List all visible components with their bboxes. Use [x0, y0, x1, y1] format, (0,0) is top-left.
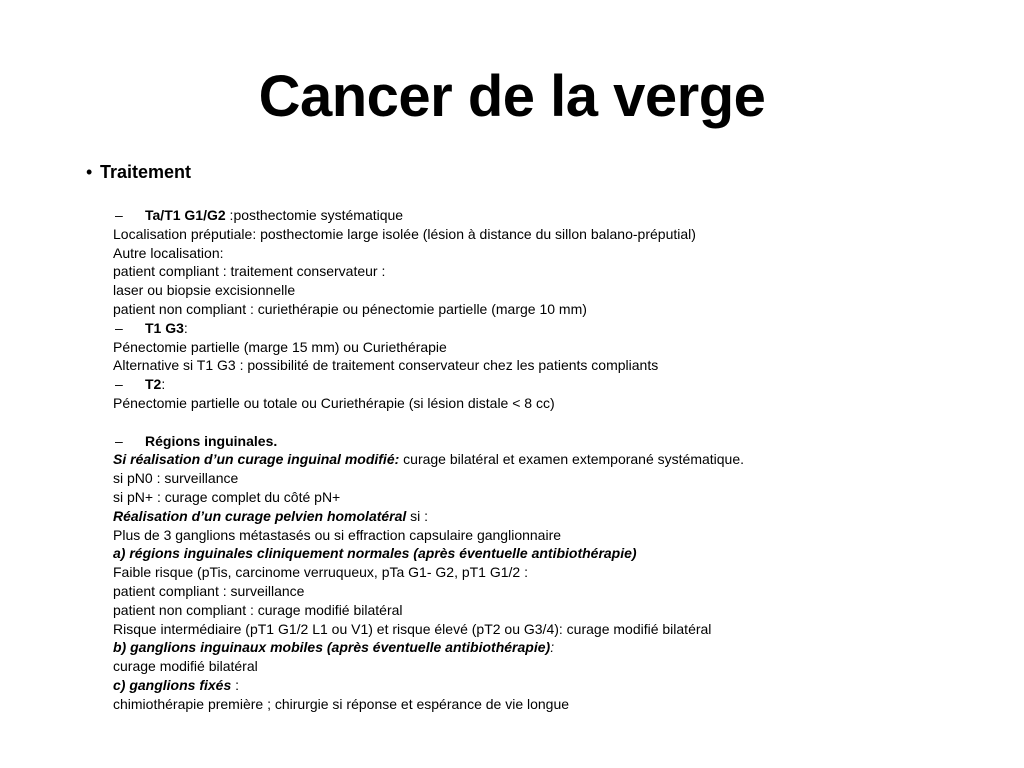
subsection-b-colon: : [550, 639, 555, 656]
text-line: curage modifié bilatéral [113, 658, 258, 675]
text-line: Faible risque (pTis, carcinome verruqueux, pTa G1- G2, pT1 G1/2 : [113, 564, 528, 581]
text-line: Alternative si T1 G3 : possibilité de traitement conservateur chez les patients compliants [113, 357, 659, 374]
dash-icon: – [115, 207, 123, 223]
subsection-b-label: b) ganglions inguinaux mobiles (après éventuelle antibiothérapie) [113, 639, 551, 656]
subsection-c-rest: : [231, 676, 240, 693]
sub-heading-ta-t1 [113, 206, 993, 225]
subsection-c [113, 676, 993, 695]
bullet-icon: • [86, 162, 93, 182]
text-line: chimiothérapie première ; chirurgie si réponse et espérance de vie longue [113, 695, 570, 712]
text-line: patient compliant : traitement conservateur : [113, 263, 386, 280]
text-line: Pénectomie partielle ou totale ou Curiethérapie (si lésion distale < 8 cc) [113, 394, 555, 411]
subsection-c-label: c) ganglions fixés [113, 676, 232, 693]
text-line: si pN0 : surveillance [113, 470, 239, 487]
text-line: Risque intermédiaire (pT1 G1/2 L1 ou V1) et risque élevé (pT2 ou G3/4): curage modifié bilatéral [113, 620, 712, 637]
subsection-a-label: a) régions inguinales cliniquement normales (après éventuelle antibiothérapie) [113, 545, 637, 562]
text-line: Autre localisation: [113, 244, 224, 261]
slide-body [113, 206, 993, 714]
text-line: si pN+ : curage complet du côté pN+ [113, 488, 341, 505]
heading-ta-t1: Ta/T1 G1/G2 [145, 207, 226, 223]
text-line-curage-pelvien [113, 507, 993, 526]
heading-t1-g3: T1 G3 [145, 319, 184, 336]
curage-pelvien-label: Réalisation d’un curage pelvien homolatéral [113, 507, 407, 524]
bullet-label: Traitement [100, 162, 192, 182]
text-line: patient compliant : surveillance [113, 582, 305, 599]
heading-t2-rest: : [161, 376, 166, 393]
text-line: Localisation préputiale: posthectomie large isolée (lésion à distance du sillon balano-préputial) [113, 225, 696, 242]
curage-modifie-rest: curage bilatéral et examen extemporané systématique. [399, 451, 745, 468]
text-line: patient non compliant : curiethérapie ou pénectomie partielle (marge 10 mm) [113, 300, 587, 317]
text-line: patient non compliant : curage modifié bilatéral [113, 601, 403, 618]
subsection-b [113, 638, 993, 657]
sub-heading-t2 [113, 375, 993, 394]
text-line: Pénectomie partielle (marge 15 mm) ou Curiethérapie [113, 338, 447, 355]
heading-inguinal: Régions inguinales. [145, 432, 278, 449]
dash-icon: – [115, 376, 123, 393]
heading-t1-g3-rest: : [183, 319, 188, 336]
heading-ta-t1-rest: :posthectomie systématique [225, 207, 404, 223]
text-line-curage-modifie [113, 450, 993, 469]
curage-pelvien-rest: si : [406, 507, 429, 524]
dash-icon: – [115, 319, 123, 336]
text-line: Plus de 3 ganglions métastasés ou si effraction capsulaire ganglionnaire [113, 526, 562, 543]
spacer [113, 413, 993, 432]
sub-heading-t1-g3 [113, 319, 993, 338]
heading-t2: T2 [145, 376, 162, 393]
curage-modifie-label: Si réalisation d’un curage inguinal modifié: [113, 451, 400, 468]
dash-icon: – [115, 432, 123, 449]
slide-title: Cancer de la verge [258, 64, 766, 129]
sub-heading-inguinal [113, 432, 993, 451]
text-line: laser ou biopsie excisionnelle [113, 282, 296, 299]
